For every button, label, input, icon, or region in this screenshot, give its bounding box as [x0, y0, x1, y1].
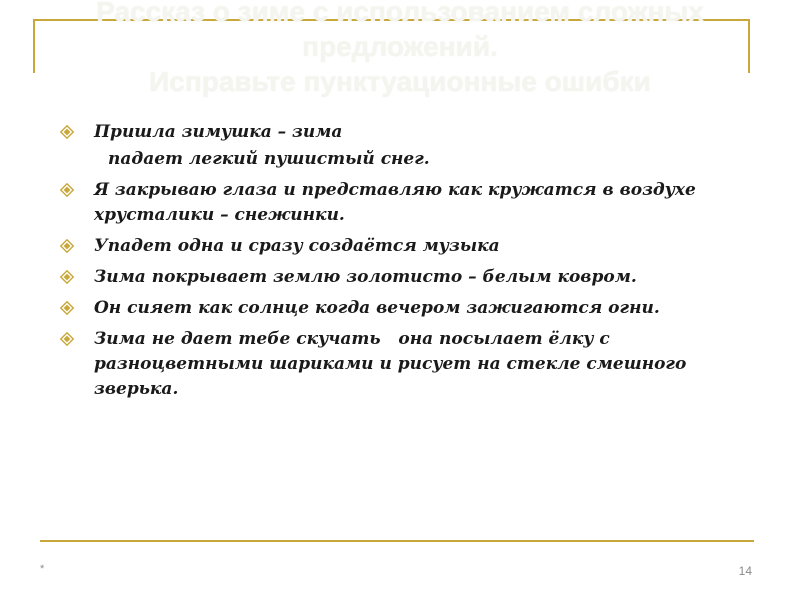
list-item [56, 296, 771, 321]
list-item [56, 234, 771, 259]
list-item-text: Упадет одна и сразу создаётся музыка [94, 236, 500, 256]
diamond-bullet-icon [60, 183, 74, 197]
title-line-1: Рассказ о зиме с использованием сложных [96, 0, 704, 27]
list-item-continuation [56, 147, 771, 172]
page-number: 14 [738, 564, 752, 578]
footer-divider [40, 540, 754, 542]
list-item-text: Я закрываю глаза и представляю как кружатся в воздухе хрусталики – снежинки. [94, 180, 696, 225]
diamond-bullet-icon [60, 332, 74, 346]
list-item-text: Он сияет как солнце когда вечером зажигаются огни. [94, 298, 660, 318]
title-line-2: предложений. [302, 31, 498, 62]
list-item-text: Зима не дает тебе скучать она посылает ёлку с разноцветными шариками и рисует на стекле смешного зверька. [94, 329, 693, 399]
list-item [56, 178, 771, 228]
slide-content-list [56, 120, 771, 408]
left-frame-line [33, 19, 35, 73]
diamond-bullet-icon [60, 239, 74, 253]
footer-mark: * [40, 563, 45, 575]
list-item-text: Пришла зимушка – зима [94, 122, 343, 142]
title-line-3: Исправьте пунктуационные ошибки [149, 66, 651, 97]
diamond-bullet-icon [60, 125, 74, 139]
list-item-text: падает легкий пушистый снег. [108, 149, 430, 169]
diamond-bullet-icon [60, 270, 74, 284]
diamond-bullet-icon [60, 301, 74, 315]
list-item [56, 120, 771, 145]
slide-title [40, 0, 760, 99]
list-item-text: Зима покрывает землю золотисто – белым ковром. [94, 267, 637, 287]
list-item [56, 327, 771, 402]
list-item [56, 265, 771, 290]
